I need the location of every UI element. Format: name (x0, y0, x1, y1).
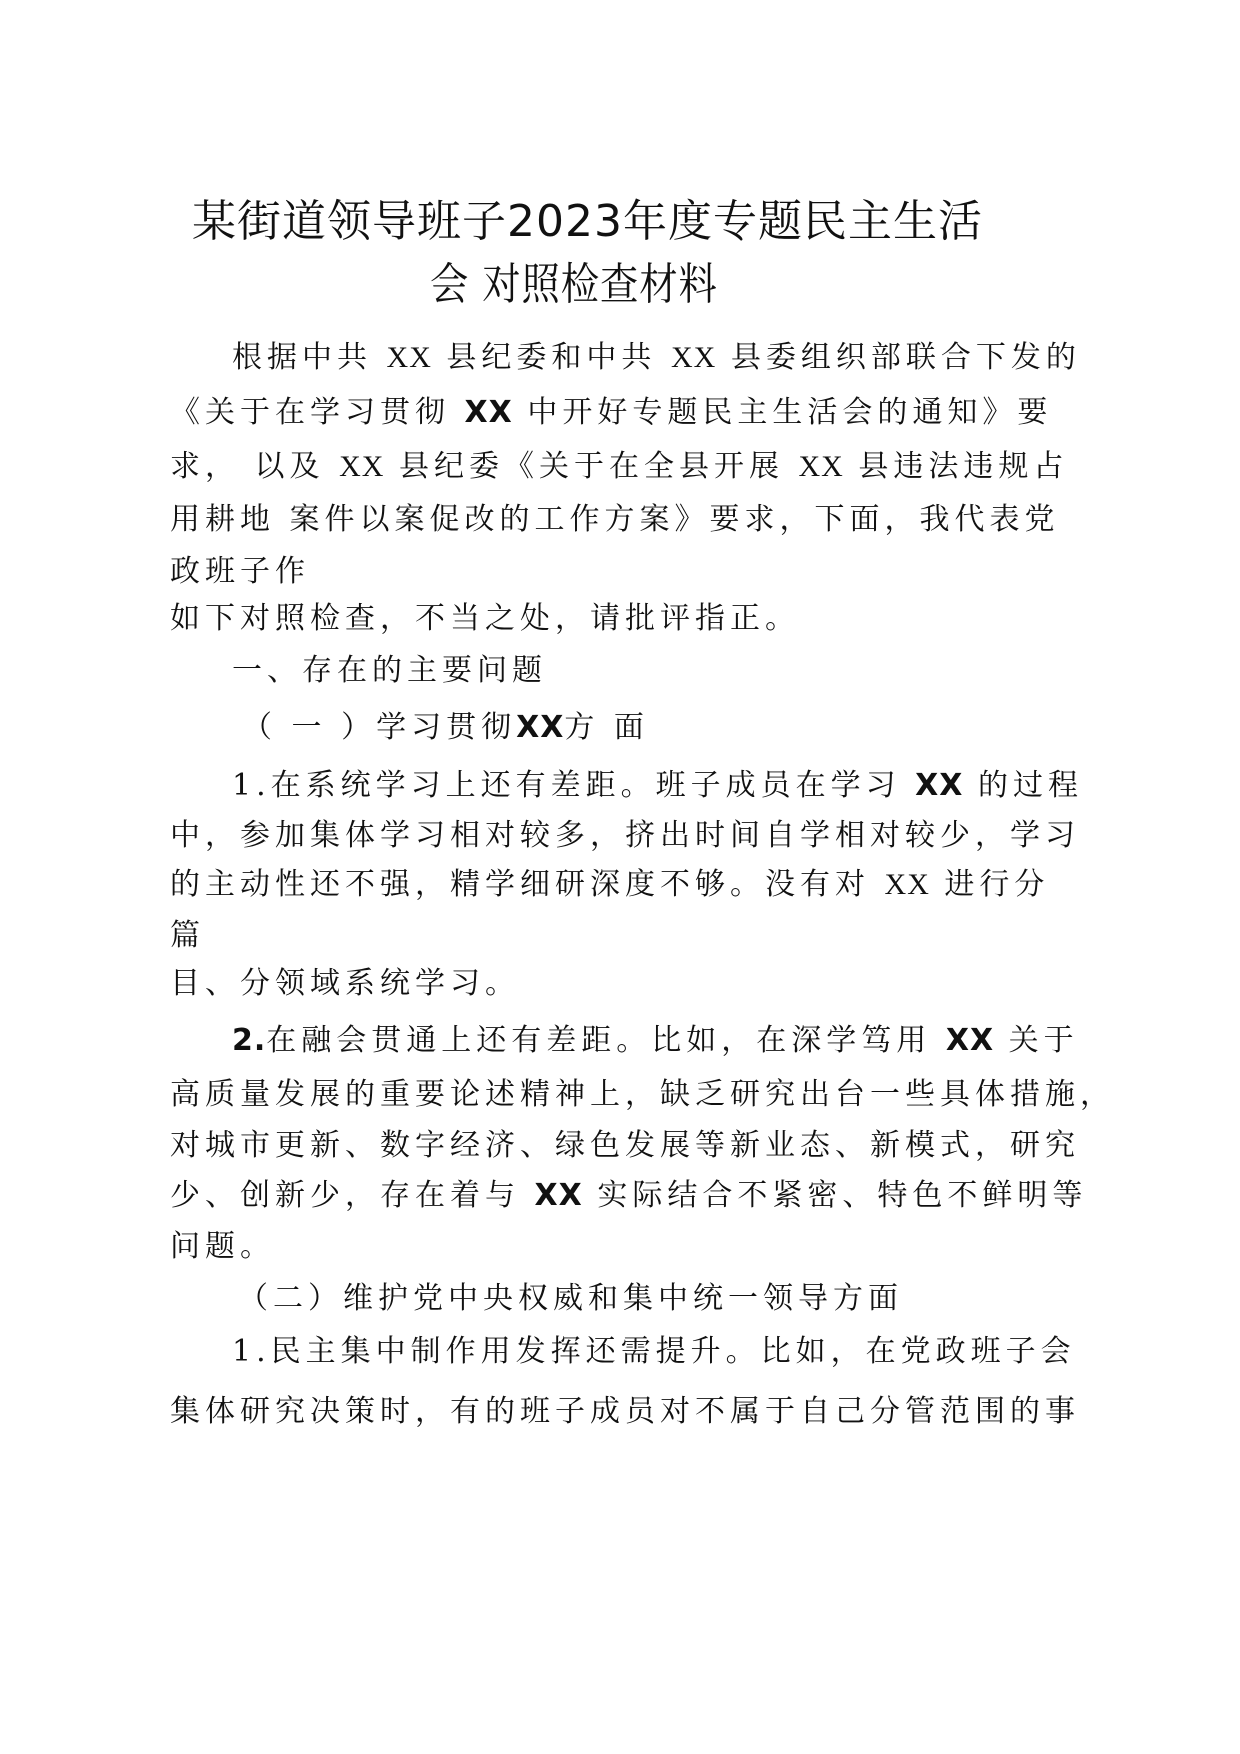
p3-line-1: 1.民主集中制作用发挥还需提升。比如，在党政班子会 (232, 1334, 1076, 1369)
p1-line-1: 1.在系统学习上还有差距。班子成员在学习 XX 的过程 (232, 768, 1083, 803)
p2-line-3: 对城市更新、数字经济、绿色发展等新业态、新模式，研究 (170, 1128, 1080, 1163)
p2-line-5: 问题。 (170, 1229, 275, 1264)
p3-line-2: 集体研究决策时，有的班子成员对不属于自己分管范围的事 (170, 1394, 1080, 1429)
p1-line-4: 篇 (170, 918, 205, 953)
p1-line-3: 的主动性还不强，精学细研深度不够。没有对 XX 进行分 (170, 867, 1050, 902)
document-title-line-2: 会 对照检查材料 (430, 259, 718, 310)
intro-line-2: 《关于在学习贯彻 XX 中开好专题民主生活会的通知》要 (170, 395, 1053, 430)
p1-line-2: 中，参加集体学习相对较多，挤出时间自学相对较少，学习 (170, 818, 1080, 853)
intro-line-4: 用耕地 案件以案促改的工作方案》要求，下面，我代表党 (170, 502, 1060, 537)
p2-line-1: 2.在融会贯通上还有差距。比如，在深学笃用 XX 关于 (232, 1023, 1079, 1058)
subsection-heading-1: （ 一 ）学习贯彻XX方 面 (242, 710, 649, 745)
p1-line-5: 目、分领域系统学习。 (170, 966, 520, 1001)
subsection-heading-2: （二）维护党中央权威和集中统一领导方面 (238, 1281, 903, 1316)
intro-line-5: 政班子作 (170, 554, 310, 589)
intro-line-6: 如下对照检查，不当之处，请批评指正。 (170, 601, 800, 636)
intro-line-1: 根据中共 XX 县纪委和中共 XX 县委组织部联合下发的 (232, 340, 1081, 375)
p2-line-2: 高质量发展的重要论述精神上，缺乏研究出台一些具体措施， (170, 1077, 1115, 1112)
intro-line-3: 求， 以及 XX 县纪委《关于在全县开展 XX 县违法违规占 (170, 449, 1069, 484)
p2-line-4: 少、创新少，存在着与 XX 实际结合不紧密、特色不鲜明等 (170, 1178, 1088, 1213)
section-heading-1: 一、存在的主要问题 (232, 653, 547, 688)
document-title-line-1: 某街道领导班子2023年度专题民主生活 (192, 196, 983, 247)
